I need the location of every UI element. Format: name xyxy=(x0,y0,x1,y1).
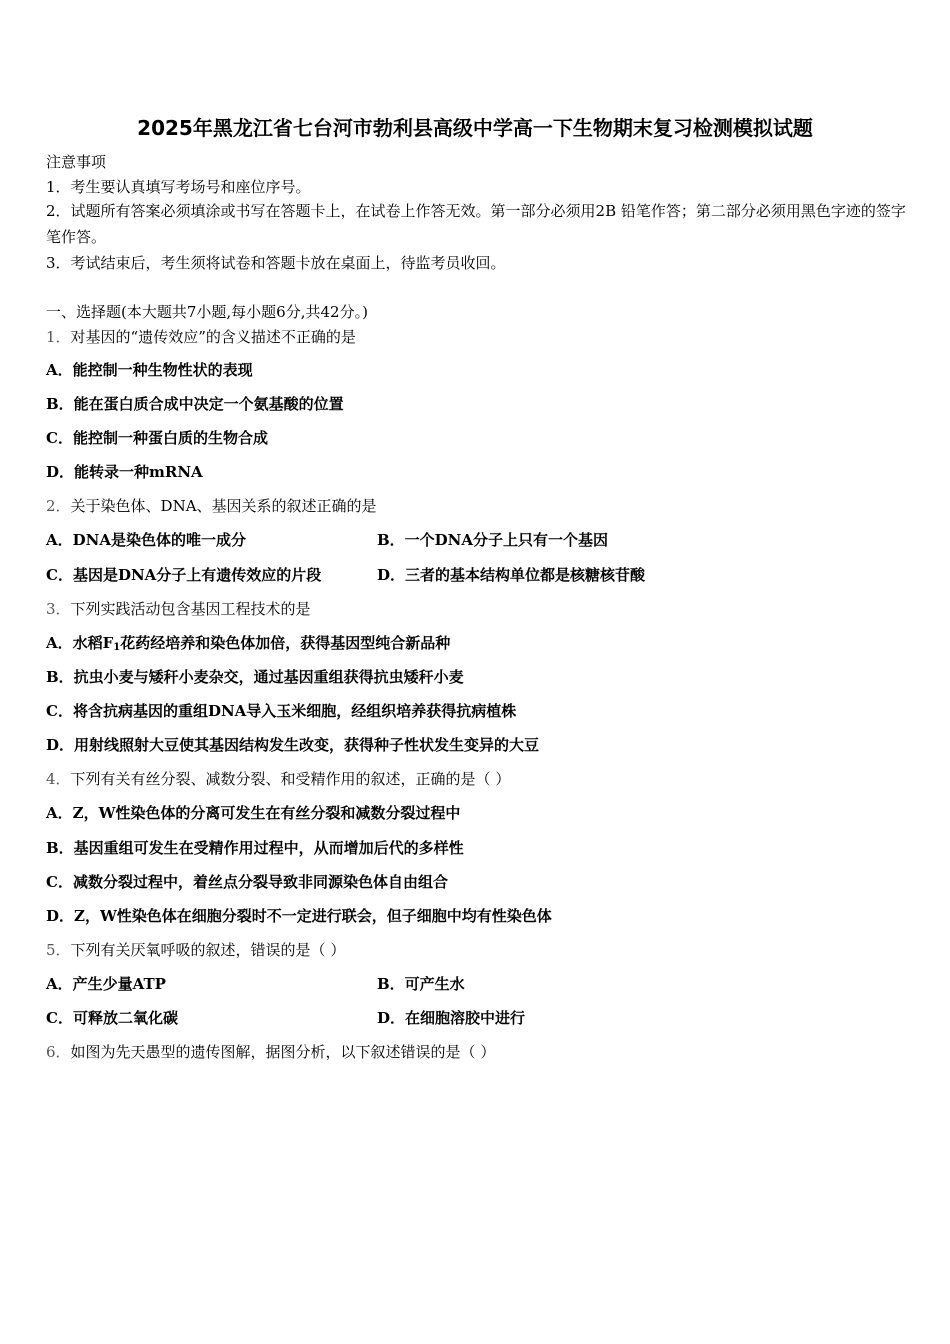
question-stem xyxy=(46,1042,495,1062)
question-stem xyxy=(46,496,377,516)
option-b: B．能在蛋白质合成中决定一个氨基酸的位置 xyxy=(46,395,344,413)
option-c: C．减数分裂过程中，着丝点分裂导致非同源染色体自由组合 xyxy=(46,873,448,891)
option-b: B．可产生水 xyxy=(377,975,465,993)
option-d: D．用射线照射大豆使其基因结构发生改变，获得种子性状发生变异的大豆 xyxy=(46,736,540,754)
question-number: 6． xyxy=(46,1043,71,1061)
question-number: 4． xyxy=(46,770,71,788)
option-c: C．能控制一种蛋白质的生物合成 xyxy=(46,429,268,447)
notice-item: 1．考生要认真填写考场号和座位序号。 xyxy=(46,178,311,196)
question-text: 对基因的“遗传效应”的含义描述不正确的是 xyxy=(70,328,356,346)
option-c: C．可释放二氧化碳 xyxy=(46,1009,178,1027)
option-a-text-rest: 花药经培养和染色体加倍，获得基因型纯合新品种 xyxy=(120,634,451,652)
subscript: 1 xyxy=(113,642,121,653)
notice-item: 2．试题所有答案必须填涂或书写在答题卡上，在试卷上作答无效。第一部分必须用2B 铅笔作答；第二部分必须用黑色字迹的签字笔作答。 xyxy=(46,202,906,246)
option-d: D．在细胞溶胶中进行 xyxy=(377,1009,526,1027)
question-stem xyxy=(46,940,345,960)
notice-heading: 注意事项 xyxy=(46,153,107,171)
question-stem xyxy=(46,327,356,347)
question-number: 5． xyxy=(46,941,71,959)
option-a: A．DNA是染色体的唯一成分 xyxy=(46,531,246,549)
option-c: C．将含抗病基因的重组DNA导入玉米细胞，经组织培养获得抗病植株 xyxy=(46,702,517,720)
option-a xyxy=(46,633,450,658)
question-number: 3． xyxy=(46,600,71,618)
question-text: 下列实践活动包含基因工程技术的是 xyxy=(70,600,311,618)
question-number: 2． xyxy=(46,497,71,515)
option-a: A．Z，W性染色体的分离可发生在有丝分裂和减数分裂过程中 xyxy=(46,804,461,822)
option-d: D．Z，W性染色体在细胞分裂时不一定进行联会，但子细胞中均有性染色体 xyxy=(46,907,552,925)
option-b: B．一个DNA分子上只有一个基因 xyxy=(377,531,609,549)
option-a: A．能控制一种生物性状的表现 xyxy=(46,361,253,379)
option-a: A．产生少量ATP xyxy=(46,975,166,993)
question-stem xyxy=(46,599,311,619)
question-text: 关于染色体、DNA、基因关系的叙述正确的是 xyxy=(70,497,377,515)
option-d: D．能转录一种mRNA xyxy=(46,463,203,481)
notice-item: 3．考试结束后，考生须将试卷和答题卡放在桌面上，待监考员收回。 xyxy=(46,254,506,272)
option-b: B．抗虫小麦与矮秆小麦杂交，通过基因重组获得抗虫矮秆小麦 xyxy=(46,668,464,686)
option-d: D．三者的基本结构单位都是核糖核苷酸 xyxy=(377,566,646,584)
question-text: 下列有关厌氧呼吸的叙述，错误的是（ ） xyxy=(70,941,346,959)
page-title: 2025年黑龙江省七台河市勃利县高级中学高一下生物期末复习检测模拟试题 xyxy=(137,116,813,140)
section-heading: 一、选择题(本大题共7小题,每小题6分,共42分。) xyxy=(46,303,368,321)
question-stem xyxy=(46,769,510,789)
question-number: 1． xyxy=(46,328,71,346)
question-text: 下列有关有丝分裂、减数分裂、和受精作用的叙述，正确的是（ ） xyxy=(70,770,511,788)
option-a-text: A．水稻F xyxy=(46,634,114,652)
question-text: 如图为先天愚型的遗传图解，据图分析，以下叙述错误的是（ ） xyxy=(70,1043,496,1061)
option-b: B．基因重组可发生在受精作用过程中，从而增加后代的多样性 xyxy=(46,839,464,857)
option-c: C．基因是DNA分子上有遗传效应的片段 xyxy=(46,566,322,584)
